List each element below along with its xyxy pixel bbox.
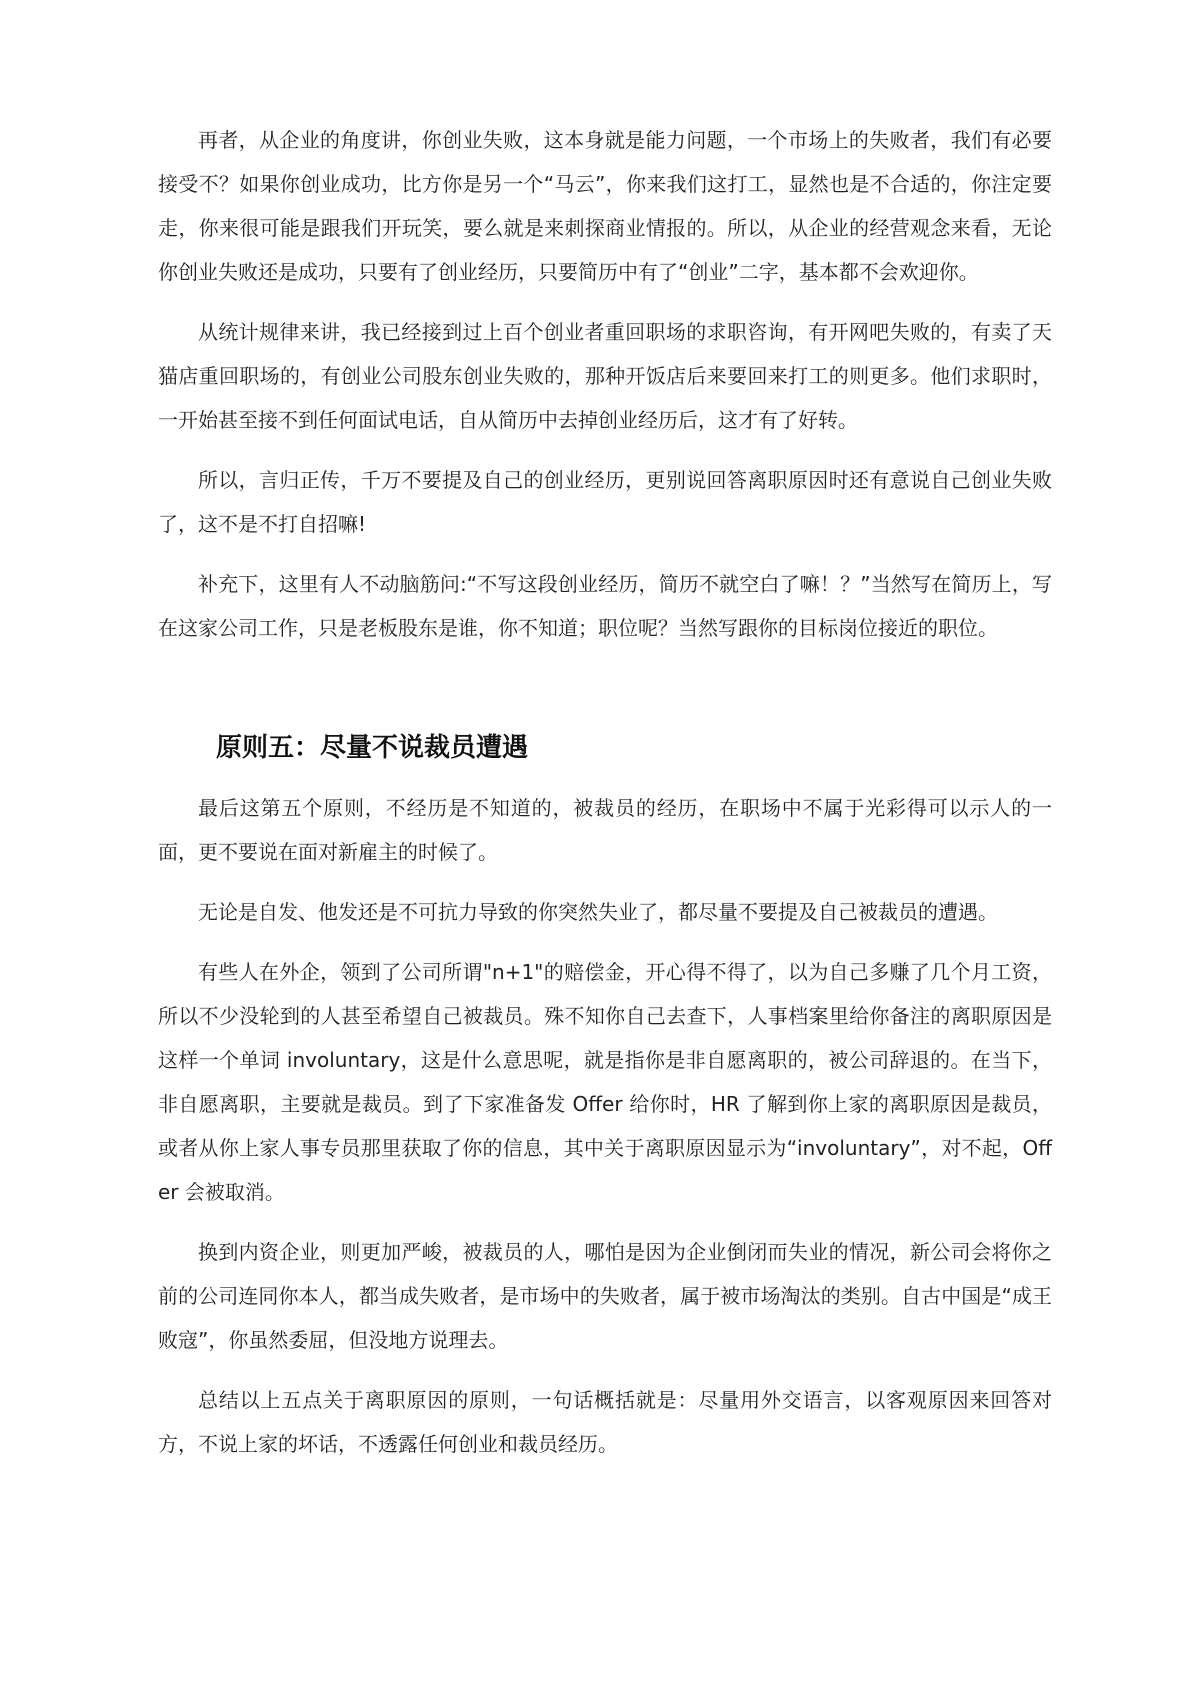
paragraph: 从统计规律来讲，我已经接到过上百个创业者重回职场的求职咨询，有开网吧失败的，有卖了天猫店重回职场的，有创业公司股东创业失败的，那种开饭店后来要回来打工的则更多。他们求职时，一开始甚至接不到任何面试电话，自从简历中去掉创业经历后，这才有了好转。 xyxy=(158,320,1052,432)
section-heading: 原则五：尽量不说裁员遭遇 xyxy=(216,733,529,763)
paragraph: 总结以上五点关于离职原因的原则，一句话概括就是：尽量用外交语言，以客观原因来回答对方，不说上家的坏话，不透露任何创业和裁员经历。 xyxy=(158,1388,1052,1456)
paragraph: 所以，言归正传，千万不要提及自己的创业经历，更别说回答离职原因时还有意说自己创业失败了，这不是不打自招嘛! xyxy=(158,468,1052,536)
paragraph: 再者，从企业的角度讲，你创业失败，这本身就是能力问题，一个市场上的失败者，我们有必要接受不？如果你创业成功，比方你是另一个“马云”，你来我们这打工，显然也是不合适的，你注定要走，你来很可能是跟我们开玩笑，要么就是来刺探商业情报的。所以，从企业的经营观念来看，无论你创业失败还是成功，只要有了创业经历，只要简历中有了“创业”二字，基本都不会欢迎你。 xyxy=(158,128,1052,284)
paragraph: 换到内资企业，则更加严峻，被裁员的人，哪怕是因为企业倒闭而失业的情况，新公司会将你之前的公司连同你本人，都当成失败者，是市场中的失败者，属于被市场淘汰的类别。自古中国是“成王败寇”，你虽然委屈，但没地方说理去。 xyxy=(158,1240,1052,1352)
document-body xyxy=(158,118,1052,1482)
paragraph: 有些人在外企，领到了公司所谓"n+1"的赔偿金，开心得不得了，以为自己多赚了几个月工资，所以不少没轮到的人甚至希望自己被裁员。殊不知你自己去查下，人事档案里给你备注的离职原因是这样一个单词 involuntary，这是什么意思呢，就是指你是非自愿离职的，被公司辞退的。在当下，非自愿离职，主要就是裁员。到了下家准备发 Offer 给你时，HR 了解到你上家的离职原因是裁员，或者从你上家人事专员那里获取了你的信息，其中关于离职原因显示为“involuntary”，对不起，Offer 会被取消。 xyxy=(158,960,1052,1204)
paragraph: 无论是自发、他发还是不可抗力导致的你突然失业了，都尽量不要提及自己被裁员的遭遇。 xyxy=(198,900,998,924)
paragraph: 最后这第五个原则，不经历是不知道的，被裁员的经历，在职场中不属于光彩得可以示人的一面，更不要说在面对新雇主的时候了。 xyxy=(158,796,1052,864)
paragraph: 补充下，这里有人不动脑筋问:“不写这段创业经历，简历不就空白了嘛！？”当然写在简历上，写在这家公司工作，只是老板股东是谁，你不知道；职位呢？当然写跟你的目标岗位接近的职位。 xyxy=(158,572,1052,640)
